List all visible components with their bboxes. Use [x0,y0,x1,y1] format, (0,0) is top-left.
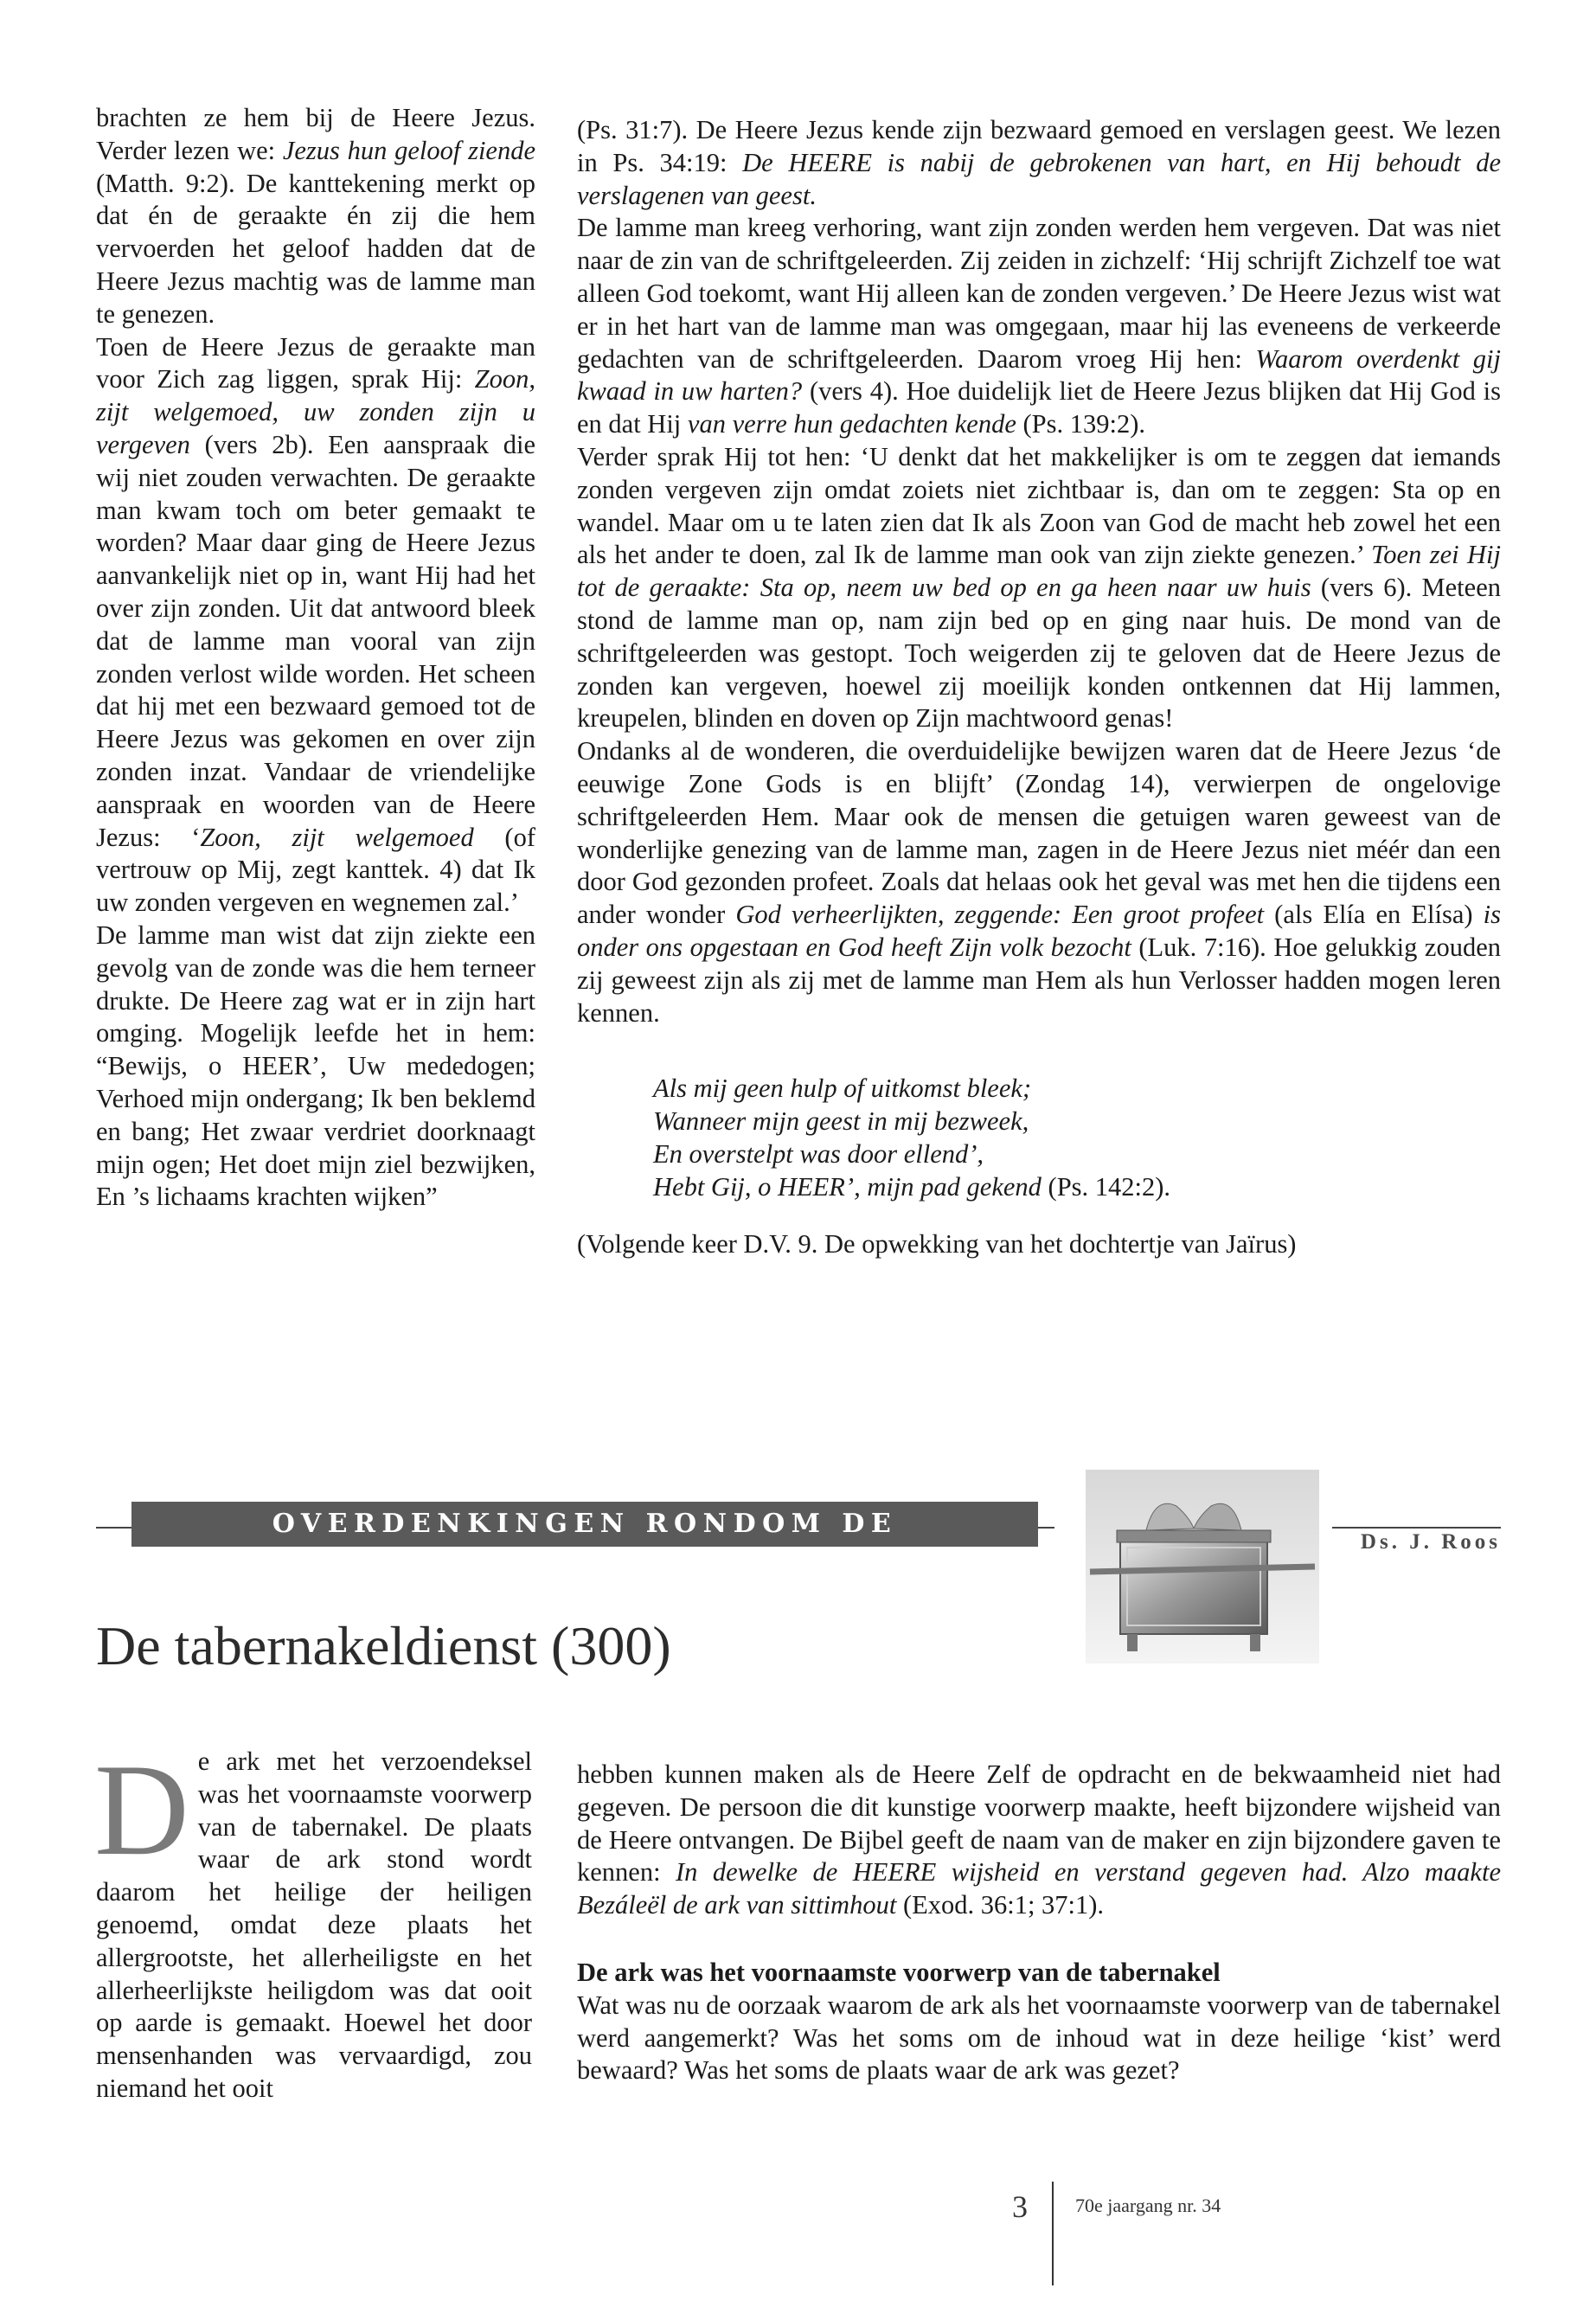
psalm-line-text: Hebt Gij, o HEER’, mijn pad gekend [653,1171,1042,1202]
next-episode-notice: (Volgende keer D.V. 9. De opwekking van het dochtertje van Jaïrus) [577,1228,1297,1259]
psalm-line [653,1106,1501,1138]
article-right-column [577,1759,1501,2087]
italic-quote: van verre hun gedachten kende [687,409,1016,439]
text-run: Verder sprak Hij tot hen: ‘U denkt dat het makkelijker is om te zeggen dat iemands zonden vergeven zijn omdat zoiets niet zichtbaar is, dan om te zeggen: Sta op en wandel. Maar om u te laten zien dat Ik als Zoon van God de macht heb zowel het een als het ander te doen, zal Ik de lamme man ook van zijn ziekte genezen.’ [577,441,1501,570]
article-title: De tabernakeldienst (300) [96,1615,671,1676]
text-run: De lamme man wist dat zijn ziekte een gevolg van de zonde was die hem terneer drukte. De Heere zag wat er in zijn hart omging. Mogelijk leefde het in hem: “Bewijs, o HEER’, Uw mededogen; Verhoed mijn ondergang; Ik ben beklemd en bang; Het zwaar verdriet doorknaagt mijn ogen; Het doet mijn ziel bezwijken, En ’s lichaams krachten wijken” [96,920,535,1212]
article-paragraph [577,1759,1501,1922]
text-run: (Exod. 36:1; 37:1). [896,1890,1105,1920]
text-run: De lamme man kreeg verhoring, want zijn zonden werden hem vergeven. Dat was niet naar de zin van de schriftgeleerden. Zij zeiden in zichzelf: ‘Hij schrijft Zichzelf toe wat alleen God toekomt, want Hij alleen kan de zonden vergeven.’ De Heere Jezus wist wat er in het hart van de lamme man was omgegaan, maar hij las eveneens de verkeerde gedachten van de schriftgeleerden. Daarom vroeg Hij hen: [577,213,1501,374]
italic-quote: Jezus hun geloof ziende [282,135,535,165]
paragraph [96,102,535,331]
text-run: brachten ze hem bij de Heere Jezus. Verder lezen we: [96,103,535,165]
ark-image [1086,1470,1319,1663]
author: Ds. J. Roos [1360,1530,1501,1554]
paragraph [96,331,535,920]
psalm-line [653,1073,1501,1106]
italic-quote: God verheerlijkten, zeggende: Een groot profeet [735,900,1265,930]
psalm-line [653,1171,1501,1204]
text-run: (vers 6). Meteen stond de lamme man op, nam zijn bed op en ging naar huis. De mond van de schriftgeleerden was gestopt. Toch weigerden zij te geloven dat de Heere Jezus de zonden kan vergeven, hoewel zij moeilijk konden ontkennen dat Hij lammen, kreupelen, blinden en doven op Zijn machtwoord genas! [577,573,1501,734]
italic-quote: De HEERE is nabij de gebrokenen van hart, en Hij behoudt de verslagenen van geest. [577,147,1501,210]
text-run: Ondanks al de wonderen, die overduidelijke bewijzen waren dat de Heere Jezus ‘de eeuwige Zone Gods is en blijft’ (Zondag 14), verwierpen de ongelovige schriftgeleerden Hem. Maar ook de mensen die getuigen waren geweest van de wonderlijke genezing van de lamme man, zagen in de Heere Jezus niet méér dan een door God gezonden profeet. Zoals dat helaas ook het geval was met hen die tijdens een ander wonder [577,736,1501,930]
psalm-verse [653,1073,1501,1203]
footer-rule [1052,2182,1054,2285]
issue-label: 70e jaargang nr. 34 [1075,2195,1221,2216]
psalm-line-text: Wanneer mijn geest in mij bezweek, [653,1106,1029,1137]
paragraph [96,920,535,1214]
section-rule-right [1332,1527,1501,1529]
text-run: (Luk. 7:16). Hoe gelukkig zouden zij geweest zijn als zij met de lamme man Hem als hun Verlosser hadden mogen leren kennen. [577,932,1501,1028]
text-run: (Ps. 139:2). [1016,409,1145,439]
text-run: (vers 2b). Een aanspraak die wij niet zouden verwachten. De geraakte man kwam toch om beter gemaakt te worden? Maar daar ging de Heere Jezus aanvankelijk niet op in, want Hij had het over zijn zonden. Uit dat antwoord bleek dat de lamme man vooral van zijn zonden verlost wilde worden. Het scheen dat hij met een bezwaard gemoed tot de Heere Jezus was gekomen en over zijn zonden inzat. Vandaar de vriendelijke aanspraak en woorden van de Heere Jezus: ‘ [96,429,535,852]
page-number: 3 [1012,2189,1028,2224]
paragraph [577,441,1501,735]
psalm-line-text: Als mij geen hulp of uitkomst bleek; [653,1074,1032,1104]
article-subheading: De ark was het voornaamste voorwerp van de tabernakel [577,1957,1221,1987]
section-label: OVERDENKINGEN RONDOM DE TABERNAKEL [131,1502,1038,1547]
paragraph [577,114,1501,212]
psalm-line [653,1138,1501,1171]
article-intro: e ark met het verzoendeksel was het voornaamste voorwerp van de tabernakel. De plaats waar de ark stond wordt daarom het heilige der heiligen genoemd, omdat deze plaats het allergrootste, het allerheiligste en het allerheerlijkste heiligdom was dat ooit op aarde is gemaakt. Hoewel het door mensenhanden was vervaardigd, zou niemand het ooit [96,1747,532,2103]
psalm-reference: (Ps. 142:2). [1041,1171,1171,1202]
psalm-line-text: En overstelpt was door ellend’, [653,1138,984,1169]
text-run: (Ps. 31:7). De Heere Jezus kende zijn bezwaard gemoed en verslagen geest. We lezen in Ps. 34:19: [577,115,1501,177]
article-paragraph-final: Wat was nu de oorzaak waarom de ark als het voornaamste voorwerp van de tabernakel werd aangemerkt? Was het soms om de inhoud wat in deze heilige ‘kist’ werd bewaard? Was het soms de plaats waar de ark was gezet? [577,1990,1501,2086]
paragraph [577,212,1501,441]
italic-quote: In dewelke de HEERE wijsheid en verstand gegeven had. Alzo maakte Bezáleël de ark van sittimhout [577,1857,1501,1920]
paragraph [577,735,1501,1029]
italic-quote: Zoon, zijt welgemoed, uw zonden zijn u vergeven [96,364,535,459]
text-run: hebben kunnen maken als de Heere Zelf de opdracht en de bekwaamheid niet had gegeven. De persoon die dit kunstige voorwerp maakte, heeft bijzondere wijsheid van de Heere ontvangen. De Bijbel geeft de naam van de maker en zijn bijzondere gaven te kennen: [577,1759,1501,1888]
drop-cap: D [94,1737,189,1882]
text-run: (Matth. 9:2). De kanttekening merkt op dat én de geraakte én zij die hem vervoerden het geloof hadden dat de Heere Jezus machtig was de lamme man te genezen. [96,168,535,329]
italic-quote: Waarom overdenkt gij kwaad in uw harten? [577,343,1501,407]
text-run: (vers 4). Hoe duidelijk liet de Heere Jezus blijken dat Hij God is en dat Hij [577,376,1501,439]
right-column [577,114,1501,1260]
italic-quote: Zoon, zijt welgemoed [200,822,474,852]
text-run: (als Elía en Elísa) [1264,900,1484,930]
article-left-column [94,1737,532,2106]
text-run: (of vertrouw op Mij, zegt kanttek. 4) dat Ik uw zonden vergeven en wegnemen zal.’ [96,822,535,918]
italic-quote: Toen zei Hij tot de geraakte: Sta op, neem uw bed op en ga heen naar uw huis [577,540,1502,603]
left-column [96,102,535,1214]
italic-quote: is onder ons opgestaan en God heeft Zijn volk bezocht [577,900,1501,962]
text-run: Toen de Heere Jezus de geraakte man voor Zich zag liggen, sprak Hij: [96,331,535,394]
